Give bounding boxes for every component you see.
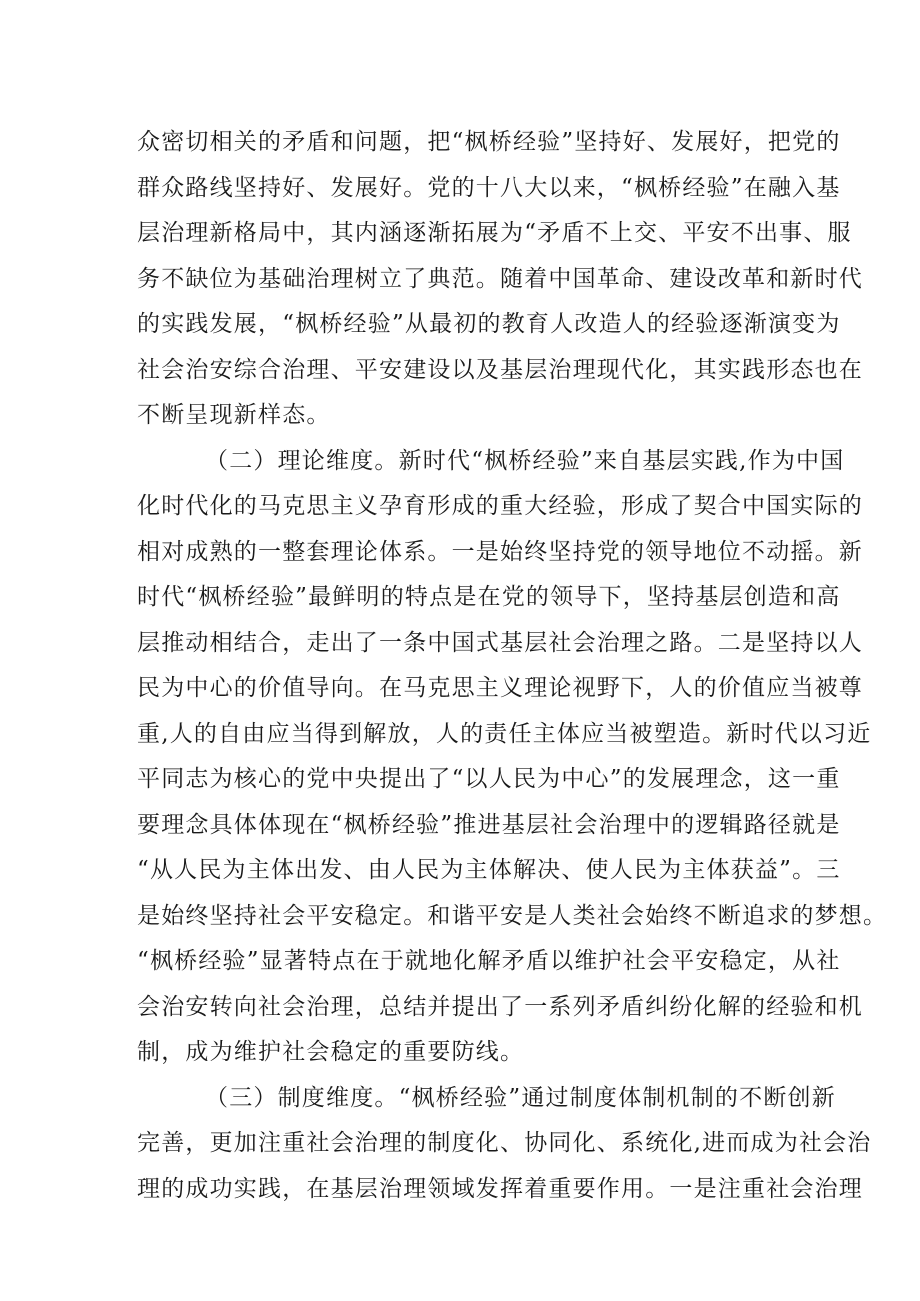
text-line: 社会治安综合治理、平安建设以及基层治理现代化，其实践形态也在 — [137, 356, 863, 383]
text-line: 群众路线坚持好、发展好。党的十八大以来，“枫桥经验”在融入基 — [137, 174, 841, 201]
paragraph-3 — [137, 1076, 872, 1213]
text-line: （三）制度维度。“枫桥经验”通过制度体制机制的不断创新 — [205, 1084, 836, 1111]
body-text — [137, 120, 888, 1212]
paragraph-1 — [137, 120, 863, 439]
text-line: 重,人的自由应当得到解放，人的责任主体应当被塑造。新时代以习近 — [137, 720, 872, 747]
text-line: 化时代化的马克思主义孕育形成的重大经验，形成了契合中国实际的 — [137, 493, 863, 519]
text-line: 是始终坚持社会平安稳定。和谐平安是人类社会始终不断追求的梦想。 — [137, 902, 888, 929]
text-line: 要理念具体体现在“枫桥经验”推进基层社会治理中的逻辑路径就是 — [137, 811, 841, 838]
text-line: 民为中心的价值导向。在马克思主义理论视野下，人的价值应当被尊 — [137, 675, 863, 701]
text-line: 完善，更加注重社会治理的制度化、协同化、系统化,进而成为社会治 — [137, 1130, 872, 1156]
text-line: “枫桥经验”显著特点在于就地化解矛盾以维护社会平安稳定，从社 — [137, 948, 841, 974]
text-line: 层推动相结合，走出了一条中国式基层社会治理之路。二是坚持以人 — [137, 629, 863, 656]
paragraph-2 — [137, 439, 888, 1076]
text-line: 平同志为核心的党中央提出了“以人民为中心”的发展理念，这一重 — [137, 766, 841, 792]
text-line: 众密切相关的矛盾和问题，把“枫桥经验”坚持好、发展好，把党的 — [137, 129, 841, 155]
text-line: 会治安转向社会治理，总结并提出了一系列矛盾纠纷化解的经验和机 — [137, 993, 863, 1020]
text-line: 制，成为维护社会稳定的重要防线。 — [137, 1039, 525, 1065]
text-line: 务不缺位为基础治理树立了典范。随着中国革命、建设改革和新时代 — [137, 265, 863, 292]
text-line: 的实践发展，“枫桥经验”从最初的教育人改造人的经验逐渐演变为 — [137, 311, 841, 337]
text-line: 时代“枫桥经验”最鲜明的特点是在党的领导下，坚持基层创造和高 — [137, 584, 841, 610]
text-line: 不断呈现新样态。 — [137, 402, 331, 428]
text-line: 相对成熟的一整套理论体系。一是始终坚持党的领导地位不动摇。新 — [137, 538, 863, 565]
text-line: “从人民为主体出发、由人民为主体解决、使人民为主体获益”。三 — [137, 857, 841, 883]
text-line: （二）理论维度。新时代“枫桥经验”来自基层实践,作为中国 — [205, 447, 845, 474]
text-line: 理的成功实践，在基层治理领域发挥着重要作用。一是注重社会治理 — [137, 1175, 863, 1202]
text-line: 层治理新格局中，其内涵逐渐拓展为“矛盾不上交、平安不出事、服 — [137, 220, 852, 246]
